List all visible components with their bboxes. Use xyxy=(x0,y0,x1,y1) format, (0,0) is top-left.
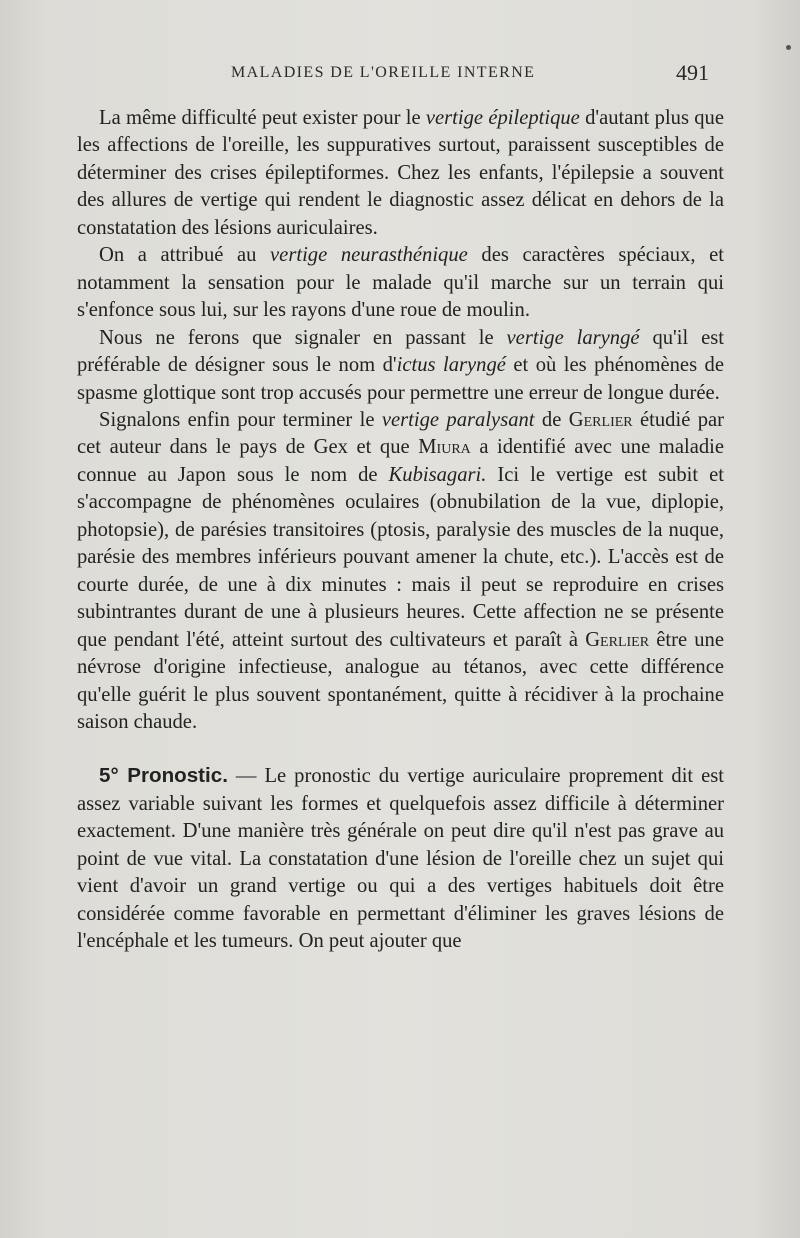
ink-speck xyxy=(786,45,791,50)
paragraph-vertige-epileptique xyxy=(77,105,724,242)
text-run: des caractères spéciaux, et notamment la sensation pour le malade qu'il marche sur un terrain qui s'enfonce sous lui, sur les rayons d'une roue de moulin. xyxy=(77,244,724,322)
text-run: d'autant plus que les affections de l'oreille, les suppuratives surtout, paraissent susceptibles de déterminer des crises épileptiformes. Chez les enfants, l'épilepsie a souvent des allures de vertige qui rendent le diagnostic assez délicat en dehors de la constatation des lésions auriculaires. xyxy=(77,107,724,239)
author-name: Miura xyxy=(418,436,471,459)
text-run: être une névrose d'origine infectieuse, analogue au tétanos, avec cette différence qu'elle guérit le plus souvent spontanément, quitte à récidiver à la prochaine saison chaude. xyxy=(77,628,724,733)
italic-term: ictus laryngé xyxy=(396,354,506,377)
text-run: Signalons enfin pour terminer le xyxy=(99,408,382,431)
text-run: La même difficulté peut exister pour le xyxy=(99,107,426,129)
paragraph-vertige-neurasthenique xyxy=(77,242,724,324)
running-head-title: MALADIES DE L'OREILLE INTERNE xyxy=(231,64,536,81)
section-heading: 5° Pronostic. xyxy=(99,764,228,788)
paragraph-vertige-laryngé xyxy=(77,325,724,407)
text-run: a identifié avec une maladie connue au Japon sous le nom de xyxy=(77,436,724,486)
paragraph-pronostic xyxy=(77,762,724,955)
italic-term: vertige laryngé xyxy=(506,326,640,349)
page-number: 491 xyxy=(676,60,709,85)
text-run: Ici le vertige est subit et s'accompagne de phénomènes oculaires (obnubilation de la vue, diplopie, photopsie), de parésies transitoires (ptosis, paralysie des muscles de la nuque, parésie des membres inférieurs pouvant amener la chute, etc.). L'accès est de courte durée, de une à dix minutes : mais il peut se reproduire en crises subintrantes durant de une à plusieurs heures. Cette affection ne se présente que pendant l'été, atteint surtout des cultivateurs et paraît à xyxy=(77,463,724,651)
running-head xyxy=(0,60,800,88)
text-run: — Le pronostic du vertige auriculaire proprement dit est assez variable suivant les formes et quelquefois assez difficile à déterminer exactement. D'une manière très générale on peut dire qu'il n'est pas grave au point de vue vital. La constatation d'une lésion de l'oreille chez un sujet qui vient d'avoir un grand vertige ou qui a des vertiges habituels doit être considérée comme favorable en permettant d'éliminer les graves lésions de l'encéphale et les tumeurs. On peut ajouter que xyxy=(77,765,725,953)
italic-term: vertige épileptique xyxy=(425,107,580,129)
author-name: Gerlier xyxy=(568,408,633,431)
text-run: qu'il est préférable de désigner sous le nom d' xyxy=(77,326,724,377)
body-text xyxy=(77,105,724,956)
italic-term: vertige neurasthénique xyxy=(270,244,468,267)
author-name: Gerlier xyxy=(585,628,650,651)
text-run: et où les phénomènes de spasme glottique sont trop accusés pour permettre une erreur de longue durée. xyxy=(77,354,724,404)
text-run: Nous ne ferons que signaler en passant le xyxy=(99,326,507,349)
text-run: On a attribué au xyxy=(99,244,271,267)
italic-term: vertige paralysant xyxy=(381,408,535,431)
paragraph-vertige-paralysant xyxy=(77,407,724,736)
text-run: étudié par cet auteur dans le pays de Gex et que xyxy=(77,408,725,459)
text-run: de xyxy=(534,408,569,431)
italic-term: Kubisagari. xyxy=(388,463,487,486)
